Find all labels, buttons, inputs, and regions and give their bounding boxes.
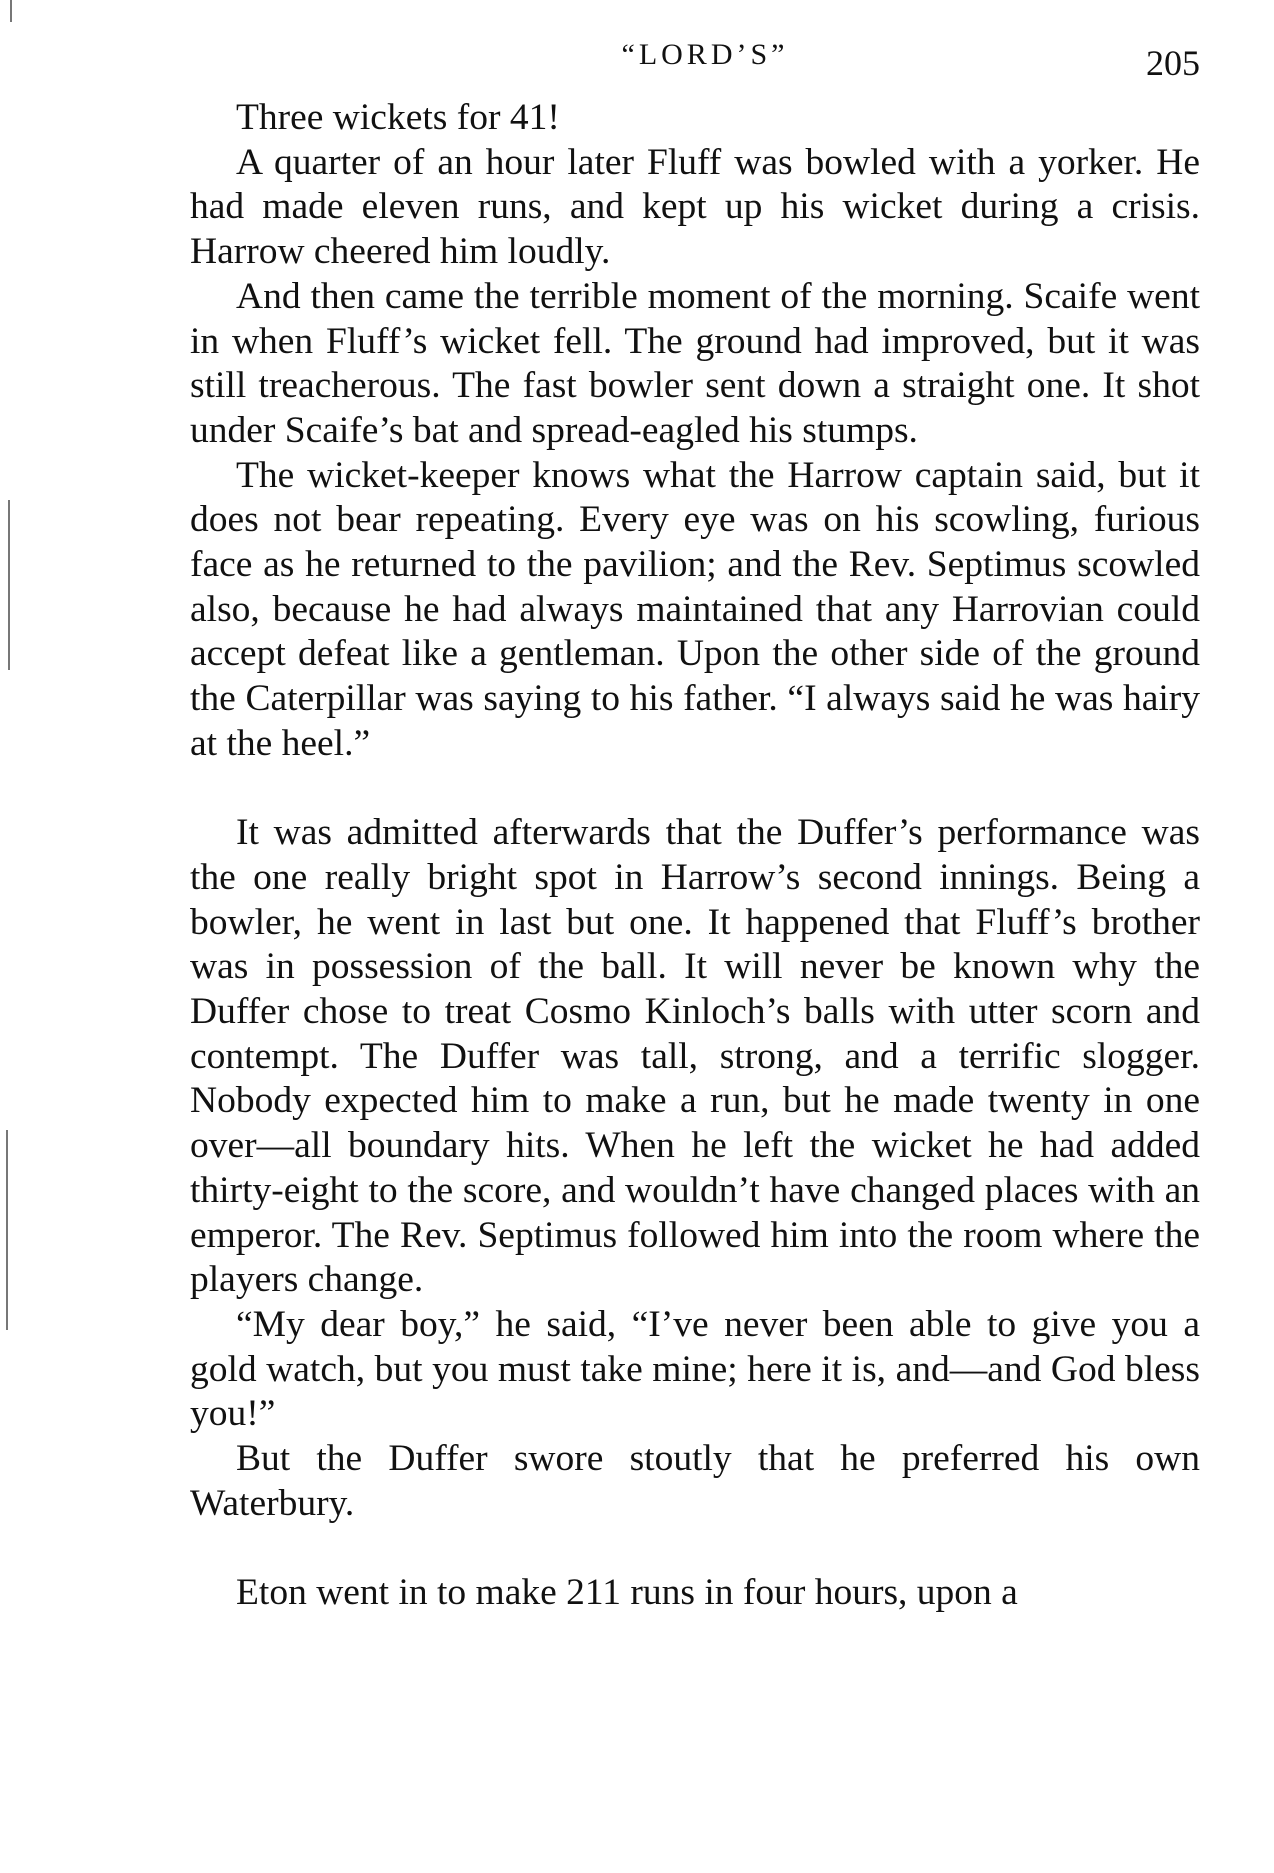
page-number: 205 [1146, 43, 1200, 83]
running-head: “LORD’S” [621, 38, 789, 71]
margin-scan-mark [8, 500, 10, 670]
paragraph: But the Duffer swore stoutly that he preferred his own Waterbury. [190, 1438, 1200, 1524]
paragraph: Eton went in to make 211 runs in four hours, upon a [236, 1572, 1018, 1614]
body-text [190, 96, 1200, 1616]
paragraph: “My dear boy,” he said, “I’ve never been able to give you a gold watch, but you must take mine; here it is, and—and God bless you!” [190, 1303, 1200, 1435]
paragraph: It was admitted afterwards that the Duffer’s performance was the one really bright spot in Harrow’s second innings. Being a bowler, he went in last but one. It happened that Fluff’s brother was in possession of the ball. It will never be known why the Duffer chose to treat Cosmo Kinloch’s balls with utter scorn and contempt. The Duffer was tall, strong, and a terrific slogger. Nobody expected him to make a run, but he made twenty in one over—all boundary hits. When he left the wicket he had added thirty-eight to the score, and wouldn’t have changed places with an emperor. The Rev. Septimus followed him into the room where the players change. [190, 812, 1200, 1301]
margin-scan-mark [10, 0, 12, 22]
paragraph: The wicket-keeper knows what the Harrow captain said, but it does not bear repeating. Every eye was on his scowling, furious face as he returned to the pavilion; and the Rev. Septimus scowled also, because he had always maintained that any Harrovian could accept defeat like a gentleman. Upon the other side of the ground the Caterpillar was saying to his father. “I always said he was hairy at the heel.” [190, 454, 1200, 764]
paragraph: A quarter of an hour later Fluff was bowled with a yorker. He had made eleven runs, and kept up his wicket during a crisis. Harrow cheered him loudly. [190, 141, 1200, 273]
page-header [190, 38, 1200, 88]
paragraph: Three wickets for 41! [236, 97, 560, 138]
margin-scan-mark [6, 1130, 8, 1330]
paragraph: And then came the terrible moment of the morning. Scaife went in when Fluff’s wicket fell. The ground had improved, but it was still treacherous. The fast bowler sent down a straight one. It shot under Scaife’s bat and spread-eagled his stumps. [190, 275, 1200, 451]
